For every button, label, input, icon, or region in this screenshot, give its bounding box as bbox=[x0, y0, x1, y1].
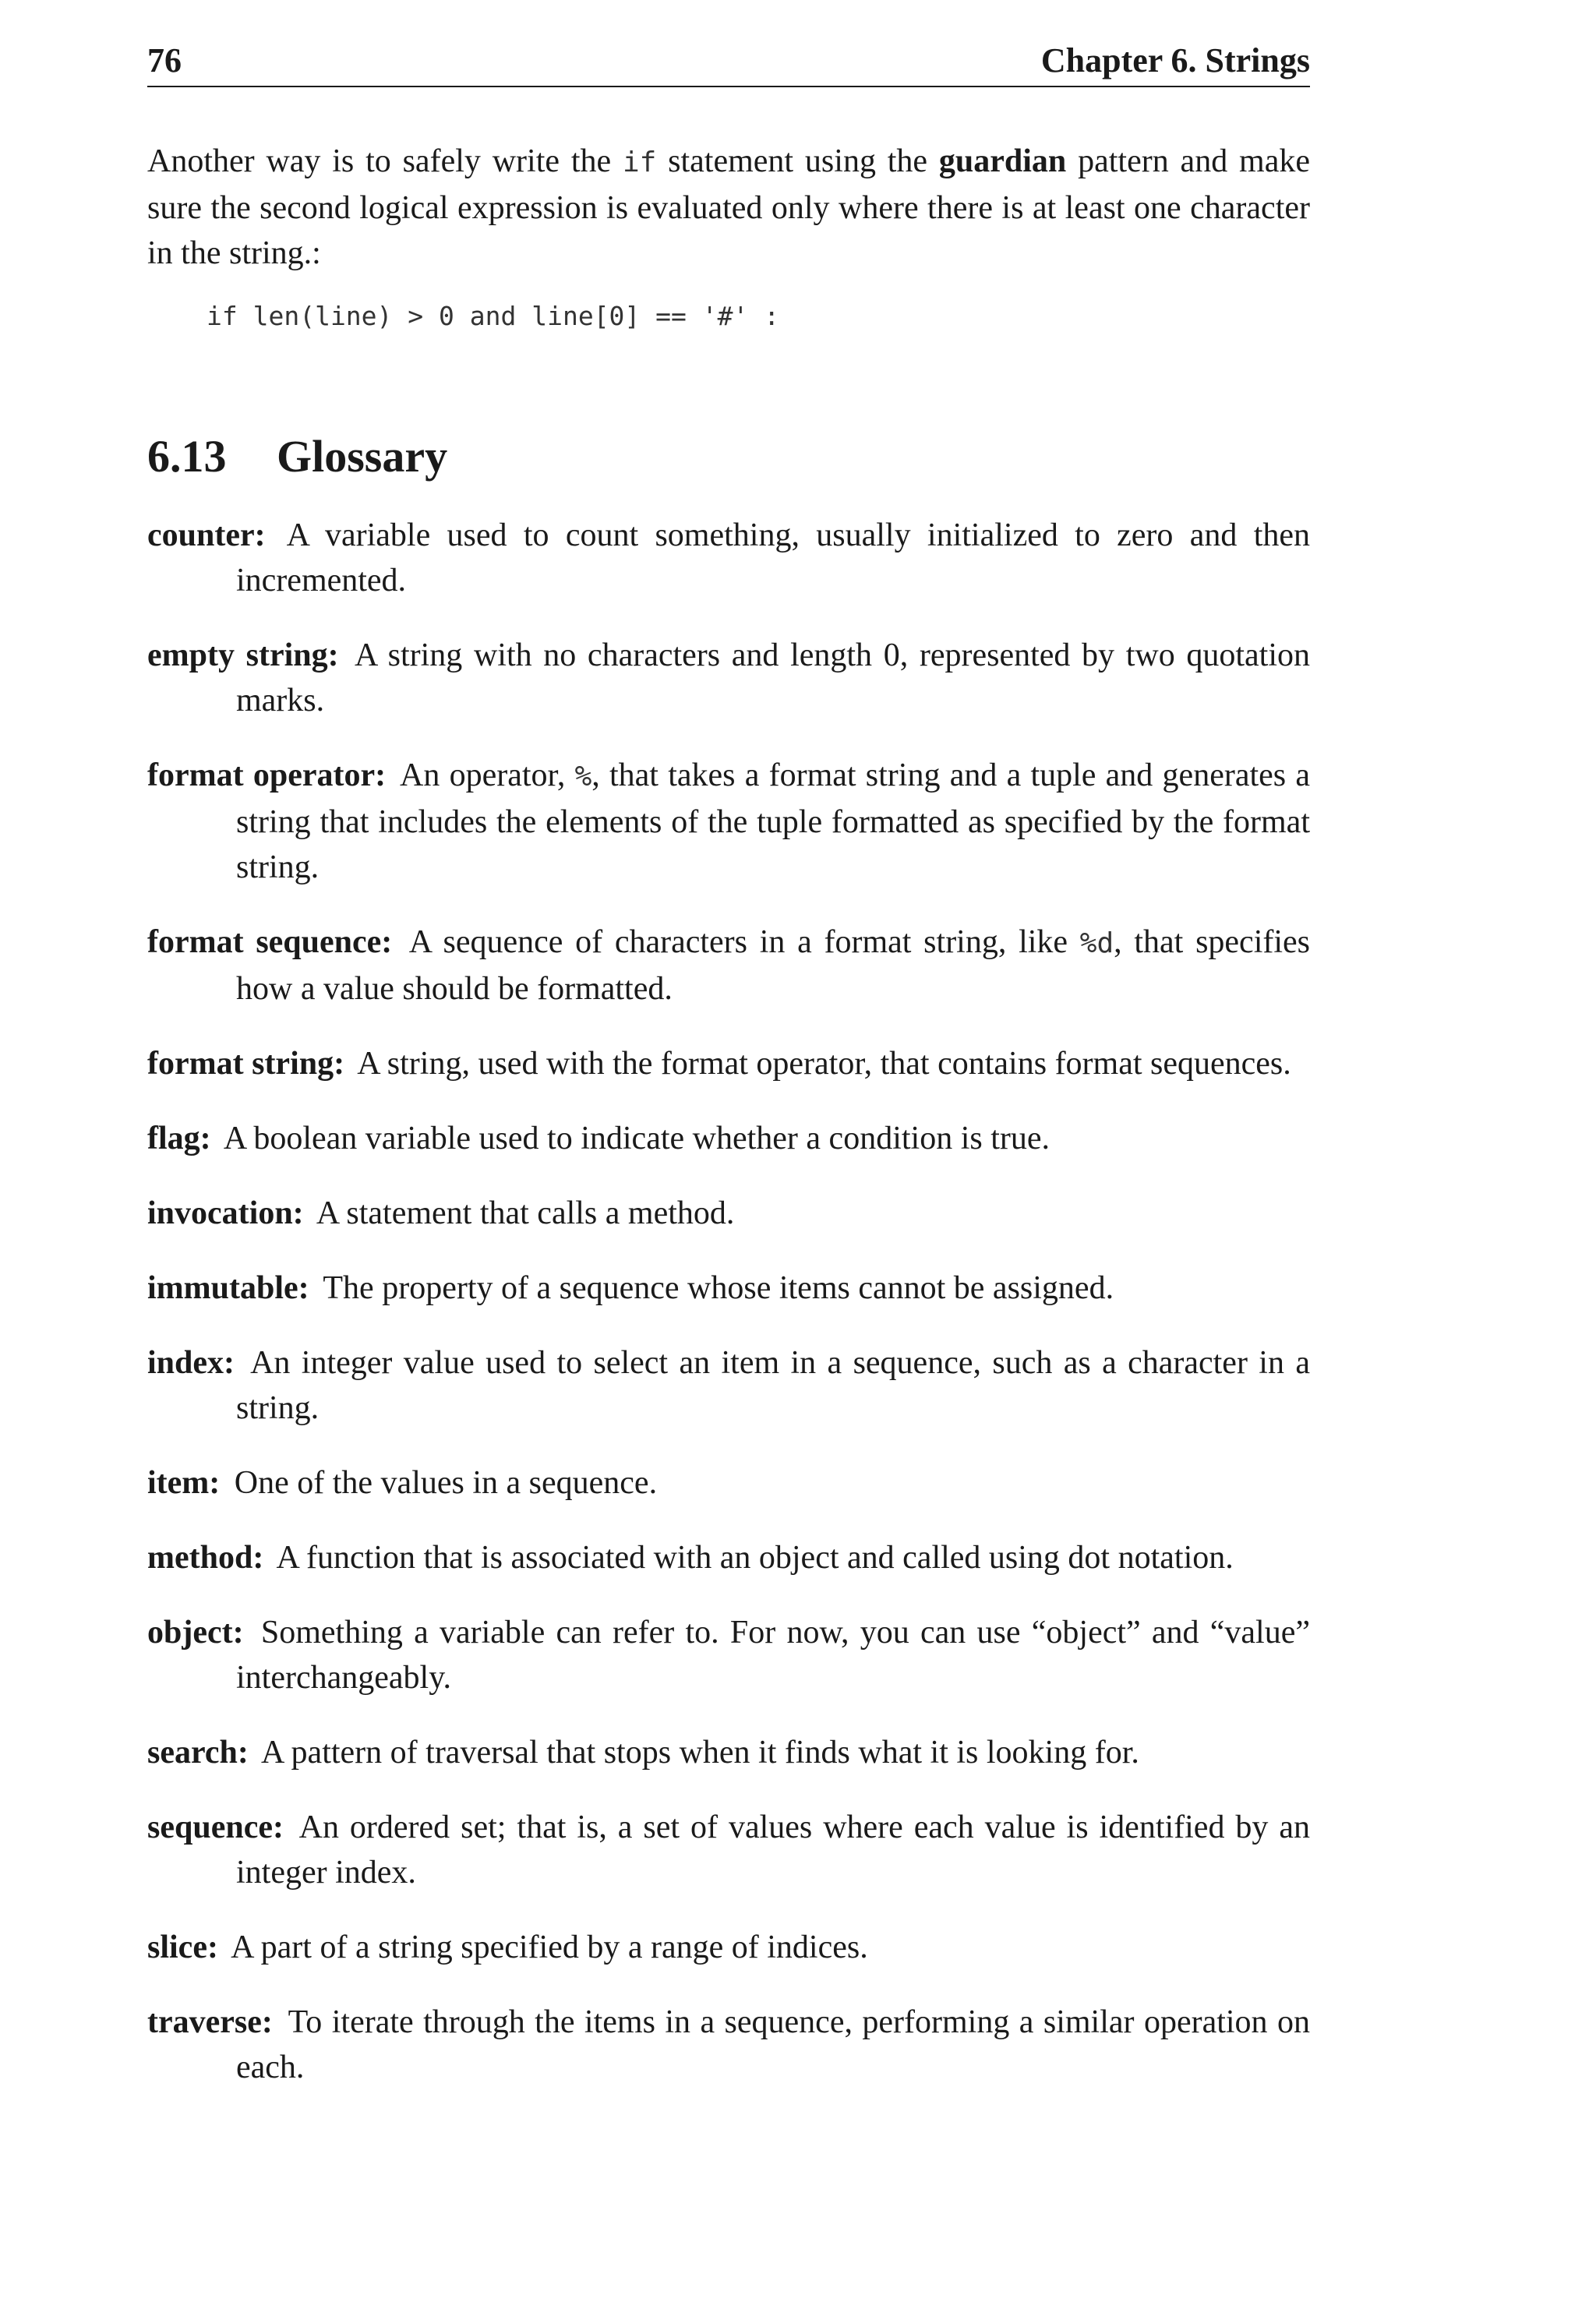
glossary-entry bbox=[147, 1610, 1310, 1700]
glossary-definition: The property of a sequence whose items cannot be assigned. bbox=[323, 1270, 1114, 1306]
glossary-inline-code: % bbox=[574, 761, 592, 793]
section-heading bbox=[147, 430, 447, 482]
glossary-definition: To iterate through the items in a sequence, performing a similar operation on each. bbox=[236, 2004, 1310, 2085]
glossary-definition: A pattern of traversal that stops when it finds what it is looking for. bbox=[261, 1735, 1139, 1771]
glossary-definition: A string, used with the format operator, that contains format sequences. bbox=[357, 1046, 1291, 1082]
glossary-entry bbox=[147, 1730, 1310, 1775]
glossary-definition: A variable used to count something, usually initialized to zero and then incremented. bbox=[236, 517, 1311, 598]
intro-text-3: pattern and make sure the second logical expression is evaluated only where there is at least one character in the string.: bbox=[147, 143, 1310, 271]
glossary-definition: A string with no characters and length 0, represented by two quotation marks. bbox=[236, 637, 1311, 718]
glossary-entry bbox=[147, 633, 1310, 723]
glossary-entry bbox=[147, 2000, 1310, 2090]
glossary-definition: A function that is associated with an object and called using dot notation. bbox=[276, 1540, 1234, 1576]
glossary-entry bbox=[147, 1041, 1310, 1086]
glossary-term: empty string: bbox=[147, 637, 339, 673]
glossary-term: index: bbox=[147, 1345, 235, 1381]
glossary-entry bbox=[147, 1340, 1310, 1431]
intro-paragraph bbox=[147, 139, 1310, 276]
glossary-entry bbox=[147, 1460, 1310, 1506]
glossary-entry bbox=[147, 1535, 1310, 1580]
chapter-title: Chapter 6. Strings bbox=[1040, 41, 1310, 79]
glossary-inline-code: %d bbox=[1079, 927, 1114, 959]
glossary-term: slice: bbox=[147, 1929, 218, 1965]
glossary-entry bbox=[147, 513, 1310, 603]
glossary-definition: A part of a string specified by a range of indices. bbox=[231, 1929, 868, 1965]
intro-code-word: if bbox=[622, 147, 657, 178]
section-title: Glossary bbox=[277, 431, 448, 482]
glossary-term: immutable: bbox=[147, 1270, 309, 1306]
glossary-entry bbox=[147, 1266, 1310, 1311]
section-number: 6.13 bbox=[147, 431, 227, 482]
glossary-term: traverse: bbox=[147, 2004, 273, 2040]
intro-bold-word: guardian bbox=[938, 143, 1067, 179]
glossary-definition: An integer value used to select an item in a sequence, such as a character in a string. bbox=[236, 1345, 1310, 1426]
glossary-entry bbox=[147, 1925, 1310, 1970]
glossary-entry bbox=[147, 1116, 1310, 1161]
page-number: 76 bbox=[147, 41, 182, 79]
glossary-term: search: bbox=[147, 1735, 249, 1771]
glossary-list bbox=[147, 513, 1310, 2120]
glossary-entry bbox=[147, 1191, 1310, 1236]
glossary-definition-start: An operator, bbox=[400, 757, 575, 793]
glossary-entry bbox=[147, 753, 1310, 890]
glossary-definition: A boolean variable used to indicate whether a condition is true. bbox=[223, 1121, 1050, 1156]
glossary-definition: Something a variable can refer to. For now, you can use “object” and “value” interchangeably. bbox=[236, 1615, 1311, 1696]
running-header bbox=[147, 41, 1310, 87]
glossary-entry bbox=[147, 1805, 1310, 1895]
glossary-definition-end: , that specifies how a value should be formatted. bbox=[236, 924, 1311, 1007]
glossary-definition-end: , that takes a format string and a tuple and generates a string that includes the elements of the tuple formatted as specified by the format string. bbox=[236, 757, 1310, 885]
glossary-term: flag: bbox=[147, 1121, 211, 1156]
glossary-term: method: bbox=[147, 1540, 264, 1576]
glossary-definition: One of the values in a sequence. bbox=[234, 1465, 658, 1501]
intro-text-1: Another way is to safely write the bbox=[147, 143, 623, 179]
glossary-definition-start: A sequence of characters in a format string, like bbox=[408, 924, 1080, 960]
glossary-term: sequence: bbox=[147, 1809, 284, 1845]
glossary-term: format sequence: bbox=[147, 924, 393, 960]
glossary-definition: An ordered set; that is, a set of values where each value is identified by an integer index. bbox=[236, 1809, 1310, 1891]
glossary-term: counter: bbox=[147, 517, 266, 553]
glossary-term: format string: bbox=[147, 1046, 345, 1082]
glossary-term: format operator: bbox=[147, 757, 387, 793]
glossary-term: item: bbox=[147, 1465, 221, 1501]
glossary-entry bbox=[147, 920, 1310, 1012]
glossary-term: object: bbox=[147, 1615, 244, 1651]
glossary-definition: A statement that calls a method. bbox=[316, 1195, 735, 1231]
glossary-term: invocation: bbox=[147, 1195, 304, 1231]
code-block: if len(line) > 0 and line[0] == '#' : bbox=[207, 301, 780, 331]
intro-text-2: statement using the bbox=[656, 143, 939, 179]
